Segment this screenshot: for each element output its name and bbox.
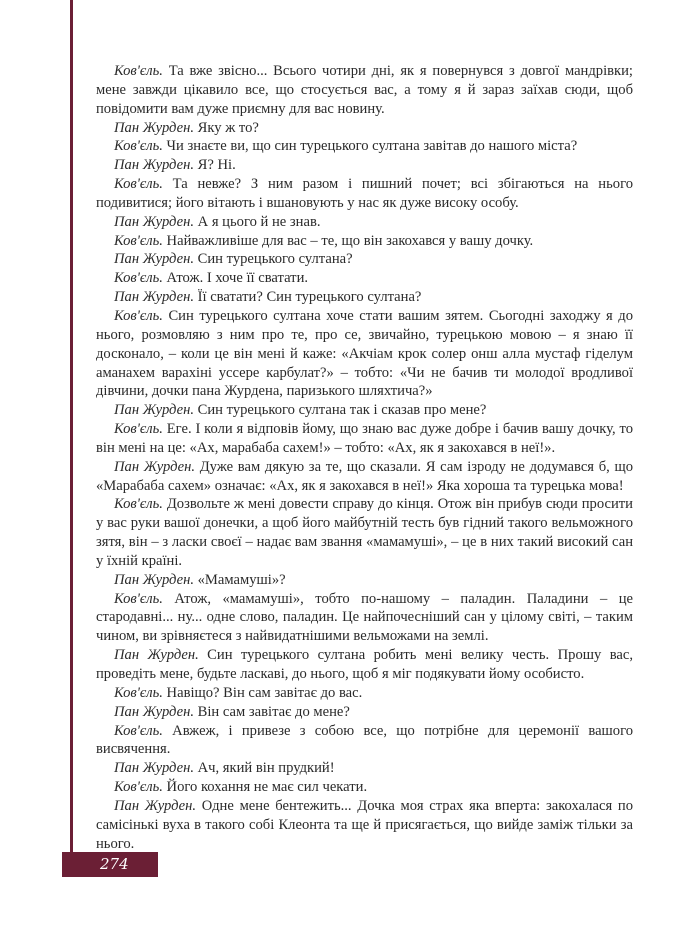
- speaker-name: Ков'єль.: [114, 684, 163, 701]
- dialogue-line: Дозвольте ж мені довести справу до кінця. Отож він прибув сюди просити у вас руки вашої донечки, а щоб його майбутній тесть був гідний такого вельможного зятя, він – з ласки своєї – надає вам звання «мамамуші», – це в них такий високий сан у їхній країні.: [96, 496, 633, 569]
- speaker-name: Ков'єль.: [114, 307, 163, 324]
- page-text: [96, 62, 633, 853]
- dialogue-line: Найважливіше для вас – те, що він закохався у вашу дочку.: [162, 232, 534, 249]
- dialogue-line: Дуже вам дякую за те, що сказали. Я сам ізроду не додумався б, що «Марабаба сахем» означає: «Ах, як я закохався в неї!» Яка хороша та турецька мова!: [96, 458, 633, 494]
- dialogue-paragraph: [96, 759, 633, 778]
- margin-rule: [70, 0, 73, 872]
- dialogue-paragraph: [96, 778, 633, 797]
- speaker-name: Ков'єль.: [114, 421, 163, 438]
- dialogue-paragraph: [96, 307, 633, 401]
- dialogue-line: Еге. І коли я відповів йому, що знаю вас дуже добре і бачив вашу дочку, то він мені на це: «Ах, марабаба сахем!» – тобто: «Ах, як я закохався в неї!».: [96, 421, 633, 456]
- dialogue-line: Яку ж то?: [193, 119, 259, 136]
- dialogue-line: Син турецького султана?: [193, 251, 353, 268]
- dialogue-paragraph: [96, 420, 633, 458]
- dialogue-paragraph: [96, 401, 633, 420]
- speaker-name: Ков'єль.: [114, 496, 163, 513]
- dialogue-paragraph: [96, 797, 633, 854]
- speaker-name: Ков'єль.: [114, 63, 163, 79]
- dialogue-paragraph: [96, 137, 633, 156]
- speaker-name: Пан Журден.: [114, 797, 197, 814]
- speaker-name: Пан Журден.: [114, 458, 196, 475]
- speaker-name: Ков'єль.: [114, 138, 163, 155]
- dialogue-paragraph: [96, 288, 633, 307]
- dialogue-line: Син турецького султана так і сказав про мене?: [193, 402, 487, 419]
- dialogue-line: Атож, «мамамуші», тобто по-нашому – паладин. Паладини – це стародавні... ну... одне слово, паладин. Це найпочесніший сан у цілому світі, – таким чином, ви зрівняєтеся з найвидатнішими вельможами на землі.: [96, 590, 633, 645]
- speaker-name: Пан Журден.: [114, 760, 194, 777]
- speaker-name: Пан Журден.: [114, 571, 194, 588]
- dialogue-line: Син турецького султана робить мені велику честь. Прошу вас, проведіть мене, будьте ласкаві, до нього, щоб я міг подякувати йому особисто.: [96, 647, 633, 682]
- dialogue-paragraph: [96, 62, 633, 119]
- dialogue-line: Одне мене бентежить... Дочка моя страх яка вперта: закохалася по самісінькі вуха в такого собі Клеонта та ще й присягається, що вийде заміж тільки за нього.: [96, 797, 633, 852]
- dialogue-line: Навіщо? Він сам завітає до вас.: [162, 684, 363, 701]
- dialogue-line: Я? Ні.: [193, 157, 236, 174]
- dialogue-paragraph: [96, 250, 633, 269]
- dialogue-line: Авжеж, і привезе з собою все, що потрібне для церемонії вашого висвячення.: [96, 722, 633, 758]
- speaker-name: Ков'єль.: [114, 232, 163, 249]
- dialogue-paragraph: [96, 495, 633, 570]
- dialogue-paragraph: [96, 458, 633, 496]
- dialogue-line: Її сватати? Син турецького султана?: [193, 289, 422, 306]
- speaker-name: Ков'єль.: [114, 176, 163, 193]
- dialogue-paragraph: [96, 119, 633, 138]
- dialogue-line: Ач, який він прудкий!: [193, 760, 335, 777]
- dialogue-paragraph: [96, 213, 633, 232]
- dialogue-line: Він сам завітає до мене?: [193, 703, 350, 720]
- speaker-name: Пан Журден.: [114, 703, 194, 720]
- dialogue-line: Та вже звісно... Всього чотири дні, як я повернувся з довгої мандрівки; мене завжди цікавило все, що стосується вас, а тому я й зараз заїхав сюди, щоб повідомити вам дуже приємну для вас новину.: [96, 63, 633, 117]
- dialogue-paragraph: [96, 571, 633, 590]
- speaker-name: Ков'єль.: [114, 590, 163, 607]
- dialogue-paragraph: [96, 232, 633, 251]
- speaker-name: Пан Журден.: [114, 251, 194, 268]
- speaker-name: Пан Журден.: [114, 213, 194, 230]
- dialogue-line: Атож. І хоче її сватати.: [162, 270, 309, 287]
- dialogue-paragraph: [96, 156, 633, 175]
- dialogue-line: Його кохання не має сил чекати.: [162, 779, 368, 796]
- speaker-name: Пан Журден.: [114, 647, 199, 664]
- speaker-name: Пан Журден.: [114, 119, 194, 136]
- speaker-name: Пан Журден.: [114, 289, 194, 306]
- page-number: 274: [100, 855, 129, 873]
- speaker-name: Пан Журден.: [114, 402, 194, 419]
- dialogue-paragraph: [96, 684, 633, 703]
- dialogue-line: А я цього й не знав.: [193, 213, 321, 230]
- speaker-name: Пан Журден.: [114, 157, 194, 174]
- dialogue-line: «Мамамуші»?: [193, 571, 286, 588]
- dialogue-paragraph: [96, 646, 633, 684]
- dialogue-line: Син турецького султана хоче стати вашим зятем. Сьогодні заходжу я до нього, розмовляю з ним про те, про се, звичайно, турецькою мовою – я знаю її досконало, – коли це він мені й каже: «Акчіам крок солер онш алла мустаф гіделум аманахем варахіні уссере карбулат?» – тобто: «Чи не бачив ти молодої вродливої дівчини, дочки пана Журдена, паризького шляхтича?»: [96, 307, 633, 400]
- dialogue-paragraph: [96, 269, 633, 288]
- dialogue-paragraph: [96, 590, 633, 647]
- speaker-name: Ков'єль.: [114, 779, 163, 796]
- dialogue-line: Чи знаєте ви, що син турецького султана завітав до нашого міста?: [162, 138, 578, 155]
- dialogue-line: Та невже? З ним разом і пишний почет; всі збігаються на нього подивитися; його вітають і вшановують у нас як дуже високу особу.: [96, 176, 633, 211]
- dialogue-paragraph: [96, 703, 633, 722]
- dialogue-paragraph: [96, 722, 633, 760]
- speaker-name: Ков'єль.: [114, 722, 163, 739]
- speaker-name: Ков'єль.: [114, 270, 163, 287]
- dialogue-paragraph: [96, 175, 633, 213]
